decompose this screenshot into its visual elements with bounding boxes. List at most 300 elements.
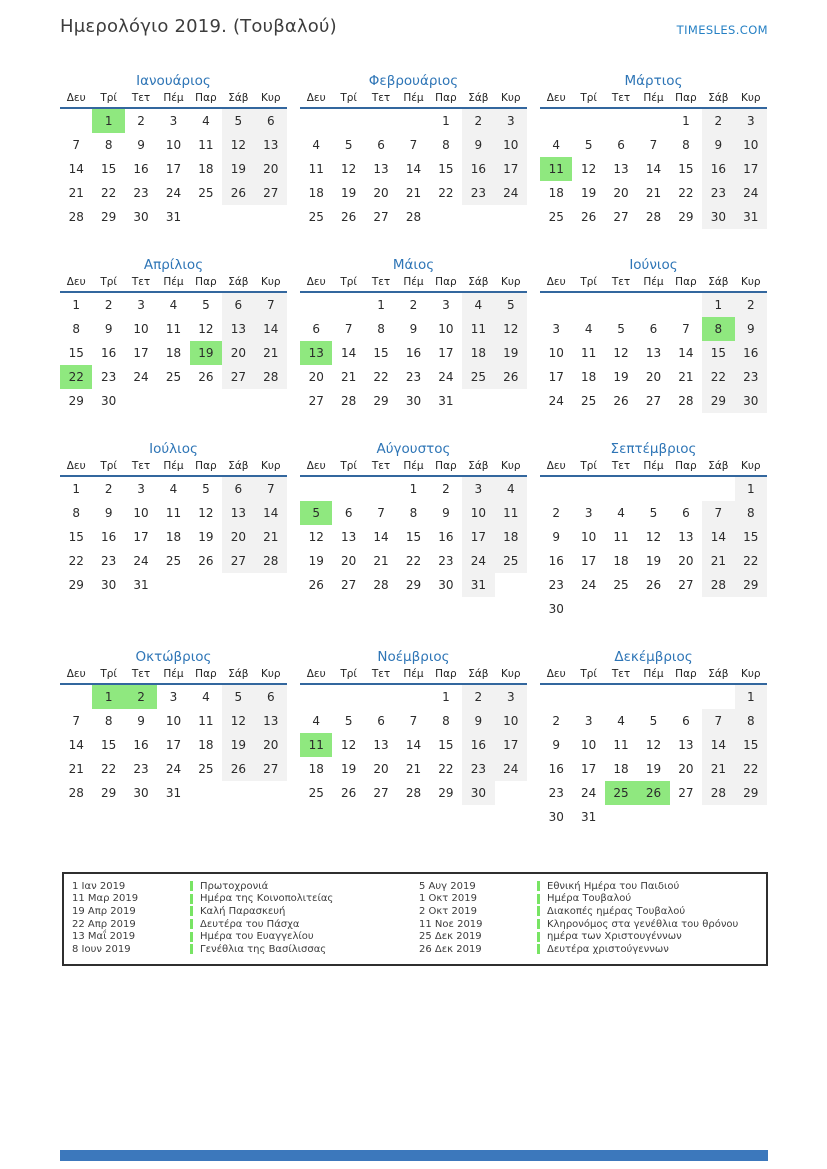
day-cell-holiday: 19 (190, 341, 222, 365)
day-cell: 3 (169, 114, 178, 128)
day-cell: 16 (100, 530, 117, 544)
brand-link[interactable]: TIMESLES.COM (676, 23, 768, 37)
day-cell: 20 (255, 733, 287, 757)
day-cell: 17 (462, 525, 494, 549)
day-cell: 19 (645, 554, 662, 568)
weekday-label: Τετ (371, 668, 391, 680)
day-cell-empty (60, 109, 92, 133)
day-cell: 21 (405, 762, 422, 776)
day-cell: 25 (165, 554, 182, 568)
month-block (300, 648, 527, 805)
month-block (540, 256, 767, 413)
weekday-label: Κυρ (500, 92, 521, 104)
day-cell: 13 (255, 709, 287, 733)
day-cell: 9 (552, 738, 561, 752)
day-cell: 27 (308, 394, 324, 408)
day-cell: 3 (169, 690, 178, 704)
day-cell: 1 (735, 477, 767, 501)
month-block (60, 256, 287, 413)
day-cell: 27 (678, 578, 694, 592)
month-block (540, 648, 767, 829)
day-cell: 23 (462, 181, 494, 205)
day-cell: 10 (165, 138, 182, 152)
month-title: Οκτώβριος (135, 649, 212, 665)
day-cell: 27 (340, 578, 357, 592)
weekday-label: Δευ (546, 276, 566, 288)
day-cell: 22 (405, 554, 422, 568)
day-cell: 2 (104, 482, 113, 496)
day-cell: 4 (312, 714, 321, 728)
day-cell: 8 (104, 714, 113, 728)
day-cell-empty (365, 685, 397, 709)
day-cell: 18 (495, 525, 527, 549)
weekday-label: Πέμ (163, 460, 184, 472)
day-cell: 17 (133, 346, 149, 360)
day-cell: 31 (462, 573, 494, 597)
legend-row (419, 930, 758, 943)
day-cell: 13 (373, 738, 389, 752)
day-cell-empty (397, 109, 429, 133)
day-cell: 30 (100, 394, 117, 408)
weekday-label: Παρ (195, 92, 217, 104)
legend-holiday-name: Ημέρα της Κοινοπολιτείας (200, 893, 334, 905)
holiday-marker-icon (537, 881, 540, 891)
day-cell: 6 (617, 138, 625, 152)
day-cell: 22 (735, 549, 767, 573)
weekday-label: Τετ (611, 92, 631, 104)
day-cell: 20 (340, 554, 357, 568)
day-cell: 18 (308, 762, 324, 776)
day-cell: 20 (308, 370, 324, 384)
day-cell: 14 (702, 525, 734, 549)
day-cell: 17 (735, 157, 767, 181)
day-cell-holiday: 26 (637, 781, 669, 805)
day-cell: 23 (438, 554, 454, 568)
weekday-label: Παρ (195, 276, 217, 288)
day-cell: 13 (373, 162, 389, 176)
day-grid (540, 477, 767, 621)
weekday-label: Δευ (66, 460, 86, 472)
day-cell: 18 (165, 346, 182, 360)
day-cell: 29 (100, 786, 117, 800)
weekday-label: Τρί (340, 92, 357, 104)
day-cell: 17 (165, 738, 182, 752)
day-cell: 18 (580, 370, 597, 384)
weekday-label: Σάβ (468, 460, 489, 472)
day-cell-empty (637, 685, 669, 709)
day-cell: 20 (373, 762, 389, 776)
weekday-label: Τετ (371, 276, 391, 288)
day-cell: 29 (438, 786, 454, 800)
weekday-label: Τετ (371, 460, 391, 472)
day-cell: 24 (735, 181, 767, 205)
day-cell: 17 (495, 157, 527, 181)
day-cell: 27 (222, 365, 254, 389)
day-cell: 21 (373, 554, 389, 568)
day-cell: 23 (100, 370, 117, 384)
legend-row (419, 893, 758, 906)
day-cell: 17 (495, 733, 527, 757)
month-block (300, 72, 527, 229)
weekday-label: Κυρ (260, 460, 281, 472)
day-cell: 4 (202, 114, 210, 128)
day-cell: 10 (735, 133, 767, 157)
day-cell: 5 (222, 109, 254, 133)
day-cell: 12 (340, 162, 357, 176)
day-cell-empty (540, 477, 572, 501)
legend-date: 1 Ιαν 2019 (72, 880, 126, 892)
day-cell-holiday: 11 (540, 157, 572, 181)
day-cell: 1 (442, 114, 450, 128)
day-cell: 25 (308, 786, 324, 800)
weekday-label: Παρ (435, 668, 457, 680)
day-cell: 24 (165, 186, 182, 200)
day-cell: 10 (580, 530, 597, 544)
weekday-label: Τετ (611, 460, 631, 472)
day-cell: 15 (100, 162, 117, 176)
day-cell: 7 (72, 138, 81, 152)
day-cell: 26 (495, 365, 527, 389)
day-cell-empty (300, 293, 332, 317)
day-cell: 28 (678, 394, 694, 408)
legend-holiday-name: Διακοπές ημέρας Τουβαλού (547, 905, 686, 917)
day-cell: 14 (340, 346, 357, 360)
day-cell: 2 (552, 506, 561, 520)
day-cell: 5 (495, 293, 527, 317)
day-cell: 27 (222, 549, 254, 573)
day-cell: 30 (462, 781, 494, 805)
day-cell: 30 (702, 205, 734, 229)
day-cell-empty (605, 293, 637, 317)
weekday-label: Κυρ (740, 460, 761, 472)
day-cell: 11 (613, 530, 629, 544)
day-cell: 13 (645, 346, 662, 360)
weekday-label: Κυρ (500, 276, 521, 288)
weekday-label: Δευ (306, 276, 326, 288)
day-cell: 3 (584, 506, 593, 520)
day-cell: 25 (462, 365, 494, 389)
day-cell: 15 (68, 530, 84, 544)
day-cell: 20 (678, 762, 694, 776)
day-cell: 7 (702, 501, 734, 525)
day-cell: 30 (133, 210, 149, 224)
day-cell: 17 (580, 762, 597, 776)
day-cell: 11 (462, 317, 494, 341)
day-cell: 14 (405, 162, 422, 176)
legend-date: 25 Δεκ 2019 (419, 931, 482, 943)
day-cell: 19 (222, 733, 254, 757)
legend-row (72, 880, 411, 893)
day-cell: 25 (198, 186, 214, 200)
day-grid (300, 109, 527, 229)
day-cell: 13 (340, 530, 357, 544)
day-cell: 20 (613, 186, 629, 200)
legend-date: 8 Ιουν 2019 (72, 943, 131, 955)
weekday-label: Σάβ (708, 276, 729, 288)
day-cell: 15 (438, 738, 454, 752)
weekday-label: Σάβ (468, 276, 489, 288)
month-block (540, 440, 767, 621)
day-cell: 22 (68, 554, 84, 568)
day-cell: 28 (702, 573, 734, 597)
weekday-label: Τρί (100, 276, 117, 288)
day-cell: 16 (133, 162, 149, 176)
day-cell: 14 (645, 162, 662, 176)
month-block (60, 440, 287, 597)
day-cell: 3 (584, 714, 593, 728)
day-cell: 10 (495, 709, 527, 733)
day-cell: 22 (735, 757, 767, 781)
day-cell: 10 (133, 506, 149, 520)
day-cell: 7 (377, 506, 385, 520)
day-cell: 4 (312, 138, 321, 152)
legend-date: 19 Απρ 2019 (72, 905, 136, 917)
weekday-label: Πέμ (163, 668, 184, 680)
day-cell: 24 (580, 578, 597, 592)
day-cell-empty (365, 477, 397, 501)
weekday-label: Δευ (546, 92, 566, 104)
day-cell: 6 (222, 293, 254, 317)
day-cell: 20 (645, 370, 662, 384)
day-cell: 11 (165, 322, 182, 336)
day-cell: 27 (373, 786, 389, 800)
day-cell: 16 (462, 733, 494, 757)
day-cell: 6 (377, 714, 385, 728)
day-cell: 23 (548, 578, 564, 592)
day-cell: 16 (548, 762, 564, 776)
weekday-label: Πέμ (643, 460, 664, 472)
day-cell: 27 (373, 210, 389, 224)
weekday-label: Παρ (675, 92, 697, 104)
holiday-marker-icon (190, 906, 193, 916)
day-cell: 26 (308, 578, 324, 592)
weekday-header-row (60, 668, 287, 685)
day-cell: 14 (702, 733, 734, 757)
day-cell: 23 (702, 181, 734, 205)
day-cell: 30 (548, 602, 564, 616)
day-cell: 25 (198, 762, 214, 776)
day-cell-empty (300, 685, 332, 709)
day-cell: 25 (548, 210, 564, 224)
day-cell: 29 (735, 573, 767, 597)
weekday-label: Παρ (195, 460, 217, 472)
day-cell: 30 (100, 578, 117, 592)
weekday-label: Κυρ (740, 92, 761, 104)
day-cell: 23 (735, 365, 767, 389)
day-cell: 12 (613, 346, 629, 360)
day-cell: 17 (438, 346, 454, 360)
day-cell: 24 (580, 786, 597, 800)
weekday-label: Δευ (306, 668, 326, 680)
day-cell-empty (670, 685, 702, 709)
day-cell: 26 (613, 394, 629, 408)
day-cell: 6 (649, 322, 658, 336)
day-cell: 8 (442, 138, 450, 152)
weekday-label: Δευ (546, 668, 566, 680)
day-cell: 22 (100, 762, 117, 776)
day-cell: 19 (613, 370, 629, 384)
day-cell: 15 (373, 346, 389, 360)
day-cell: 18 (198, 738, 214, 752)
day-cell: 26 (222, 757, 254, 781)
weekday-label: Πέμ (403, 460, 424, 472)
day-cell: 21 (68, 186, 84, 200)
legend-holiday-name: Δευτέρα του Πάσχα (200, 918, 300, 930)
weekday-label: Πέμ (163, 92, 184, 104)
day-cell: 5 (202, 482, 210, 496)
day-cell: 2 (104, 298, 113, 312)
weekday-label: Κυρ (740, 668, 761, 680)
day-cell: 28 (645, 210, 662, 224)
day-cell: 11 (495, 501, 527, 525)
holiday-marker-icon (537, 894, 540, 904)
day-cell: 24 (133, 370, 149, 384)
day-cell-holiday: 11 (300, 733, 332, 757)
day-cell: 16 (100, 346, 117, 360)
day-cell: 16 (735, 341, 767, 365)
day-cell: 16 (462, 157, 494, 181)
day-cell: 2 (442, 482, 450, 496)
day-cell: 2 (409, 298, 418, 312)
day-cell: 4 (462, 293, 494, 317)
day-cell: 11 (165, 506, 182, 520)
day-cell: 5 (222, 685, 254, 709)
day-cell-holiday: 25 (605, 781, 637, 805)
day-cell: 11 (308, 162, 324, 176)
day-cell: 26 (645, 578, 662, 592)
weekday-header-row (540, 460, 767, 477)
day-cell: 18 (548, 186, 564, 200)
day-cell: 29 (373, 394, 389, 408)
legend-holiday-name: Ημέρα Τουβαλού (547, 893, 632, 905)
day-cell: 15 (702, 341, 734, 365)
day-cell-holiday: 13 (300, 341, 332, 365)
legend-date: 22 Απρ 2019 (72, 918, 136, 930)
day-cell: 29 (100, 210, 117, 224)
day-cell-empty (572, 477, 604, 501)
day-cell: 4 (169, 298, 178, 312)
day-cell: 19 (340, 186, 357, 200)
day-cell: 21 (702, 757, 734, 781)
legend-date: 1 Οκτ 2019 (419, 893, 477, 905)
day-cell: 1 (72, 482, 81, 496)
legend-row (419, 880, 758, 893)
day-cell: 19 (340, 762, 357, 776)
weekday-label: Σάβ (228, 460, 249, 472)
month-block (60, 648, 287, 805)
day-cell: 4 (495, 477, 527, 501)
legend-holiday-name: ημέρα των Χριστουγέννων (547, 931, 682, 943)
day-cell: 30 (133, 786, 149, 800)
day-cell-empty (332, 685, 364, 709)
day-cell: 27 (645, 394, 662, 408)
day-cell: 20 (255, 157, 287, 181)
day-cell: 2 (137, 114, 145, 128)
day-cell: 9 (104, 322, 113, 336)
month-title: Απρίλιος (143, 257, 204, 273)
weekday-label: Πέμ (643, 92, 664, 104)
day-cell: 2 (462, 109, 494, 133)
weekday-label: Παρ (675, 460, 697, 472)
weekday-label: Παρ (435, 276, 457, 288)
day-cell: 16 (405, 346, 422, 360)
weekday-label: Παρ (435, 92, 457, 104)
day-cell: 23 (133, 762, 149, 776)
day-cell: 12 (198, 506, 214, 520)
day-cell: 8 (377, 322, 385, 336)
weekday-label: Δευ (66, 276, 86, 288)
day-cell: 28 (255, 549, 287, 573)
day-cell: 8 (442, 714, 450, 728)
weekday-header-row (300, 460, 527, 477)
day-cell: 7 (409, 138, 418, 152)
day-cell: 25 (165, 370, 182, 384)
day-cell: 5 (617, 322, 625, 336)
weekday-label: Τετ (371, 92, 391, 104)
day-cell-empty (605, 477, 637, 501)
day-cell: 4 (169, 482, 178, 496)
day-cell: 7 (682, 322, 690, 336)
day-cell-empty (332, 109, 364, 133)
legend-row (419, 918, 758, 931)
day-cell: 1 (735, 685, 767, 709)
day-cell-empty (702, 477, 734, 501)
day-cell: 6 (344, 506, 353, 520)
weekday-label: Τρί (580, 460, 597, 472)
day-grid (540, 293, 767, 413)
day-cell: 22 (678, 186, 694, 200)
day-cell: 20 (222, 341, 254, 365)
month-block (540, 72, 767, 229)
day-cell: 3 (552, 322, 561, 336)
day-cell-holiday: 1 (92, 109, 124, 133)
legend-row (419, 905, 758, 918)
day-cell: 6 (682, 714, 690, 728)
day-cell: 18 (308, 186, 324, 200)
day-cell: 25 (495, 549, 527, 573)
day-cell: 21 (68, 762, 84, 776)
day-cell: 28 (405, 210, 422, 224)
weekday-label: Δευ (306, 460, 326, 472)
legend-date: 11 Μαρ 2019 (72, 893, 139, 905)
day-cell: 1 (409, 482, 418, 496)
day-cell: 16 (702, 157, 734, 181)
day-cell: 23 (462, 757, 494, 781)
day-cell-empty (332, 477, 364, 501)
day-cell: 26 (222, 181, 254, 205)
day-cell: 12 (645, 738, 662, 752)
day-cell: 16 (548, 554, 564, 568)
month-title: Μάιος (392, 257, 435, 273)
day-cell: 3 (442, 298, 450, 312)
day-cell: 28 (405, 786, 422, 800)
day-cell: 11 (580, 346, 597, 360)
weekday-label: Σάβ (468, 668, 489, 680)
months-grid (60, 72, 768, 829)
weekday-header-row (60, 92, 287, 109)
day-cell: 9 (735, 317, 767, 341)
day-cell: 5 (584, 138, 593, 152)
day-cell: 1 (377, 298, 385, 312)
month-title: Αύγουστος (376, 441, 451, 457)
month-title: Μάρτιος (624, 73, 683, 89)
day-cell: 12 (645, 530, 662, 544)
day-cell-empty (605, 109, 637, 133)
holiday-marker-icon (537, 919, 540, 929)
day-cell: 9 (137, 714, 145, 728)
day-cell: 12 (222, 709, 254, 733)
day-cell: 24 (462, 549, 494, 573)
